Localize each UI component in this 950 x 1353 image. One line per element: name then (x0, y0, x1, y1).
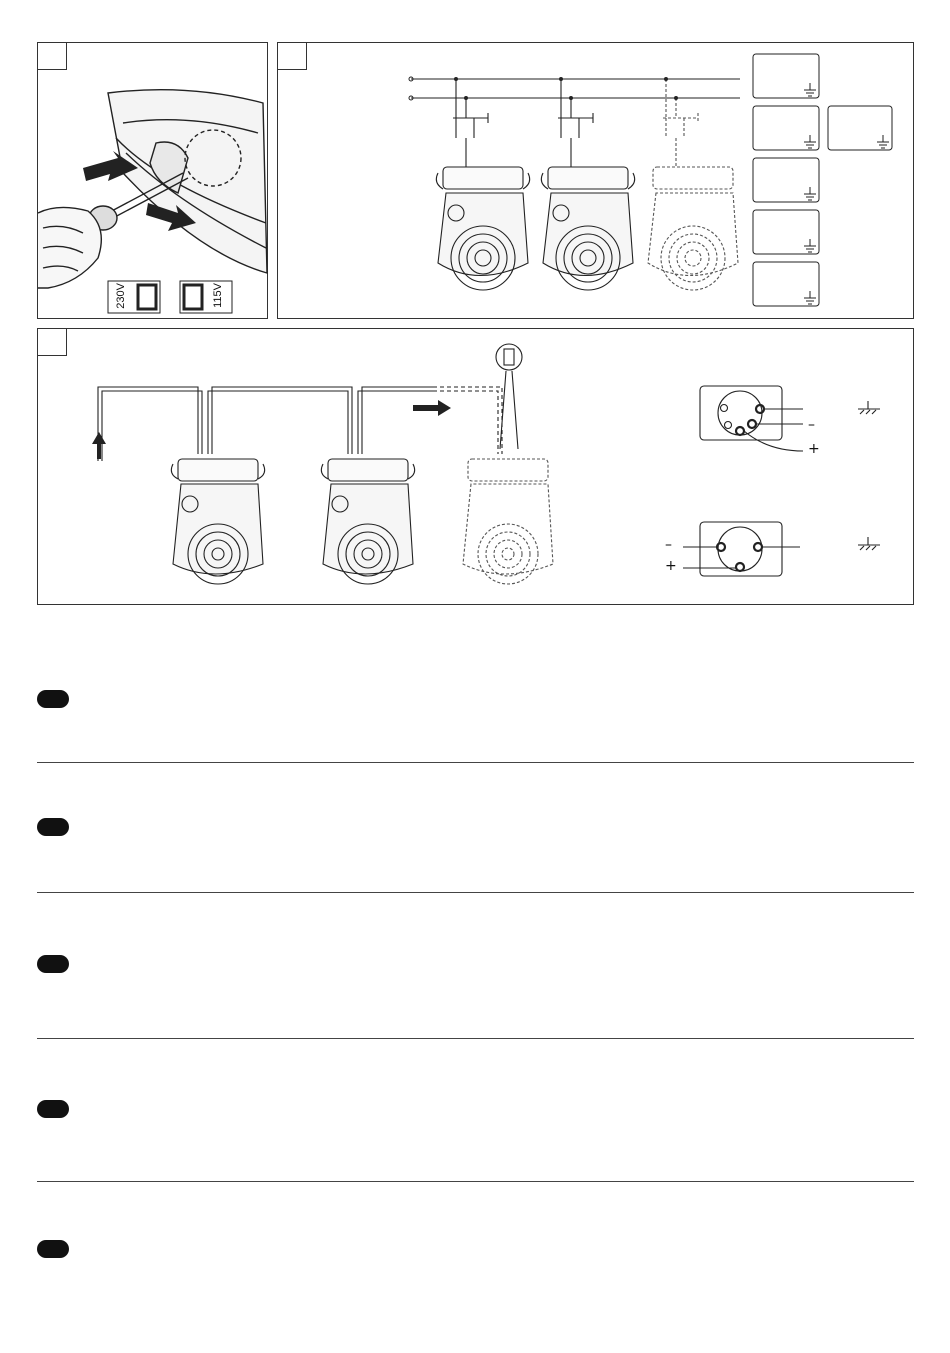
device-unit-1 (436, 79, 529, 290)
dmx-unit-2 (321, 459, 414, 584)
xlr3-minus-label: – (665, 537, 672, 553)
xlr5-minus-label: – (808, 417, 815, 433)
figure-2-mains-connection (277, 42, 914, 319)
device-unit-2 (541, 79, 634, 290)
xlr-connector-5pin (700, 386, 880, 451)
figure-3-dmx-connection (37, 328, 914, 605)
language-badge-3 (37, 955, 69, 973)
language-badge-5 (37, 1240, 69, 1258)
label-230v: 230V (115, 283, 127, 309)
section-divider-3 (37, 1038, 914, 1039)
voltage-selector-illustration (38, 43, 269, 320)
section-divider-1 (37, 762, 914, 763)
wire-colour-boxes (753, 54, 892, 306)
mains-wiring-diagram (278, 43, 915, 320)
dmx-unit-1 (171, 459, 264, 584)
xlr-connector-3pin (683, 522, 880, 576)
figure-number-box (278, 43, 307, 70)
language-badge-4 (37, 1100, 69, 1118)
figure-number-box (38, 43, 67, 70)
label-115v: 115V (212, 283, 224, 308)
figure-1-voltage-selector (37, 42, 268, 319)
xlr5-plus-label: + (808, 441, 820, 457)
device-unit-3-dashed (648, 79, 738, 290)
section-divider-4 (37, 1181, 914, 1182)
language-badge-1 (37, 690, 69, 708)
figure-number-box (38, 329, 67, 356)
xlr3-plus-label: + (665, 558, 677, 574)
dmx-wiring-diagram (38, 329, 915, 606)
language-badge-2 (37, 818, 69, 836)
dmx-unit-3-dashed (463, 459, 553, 584)
section-divider-2 (37, 892, 914, 893)
